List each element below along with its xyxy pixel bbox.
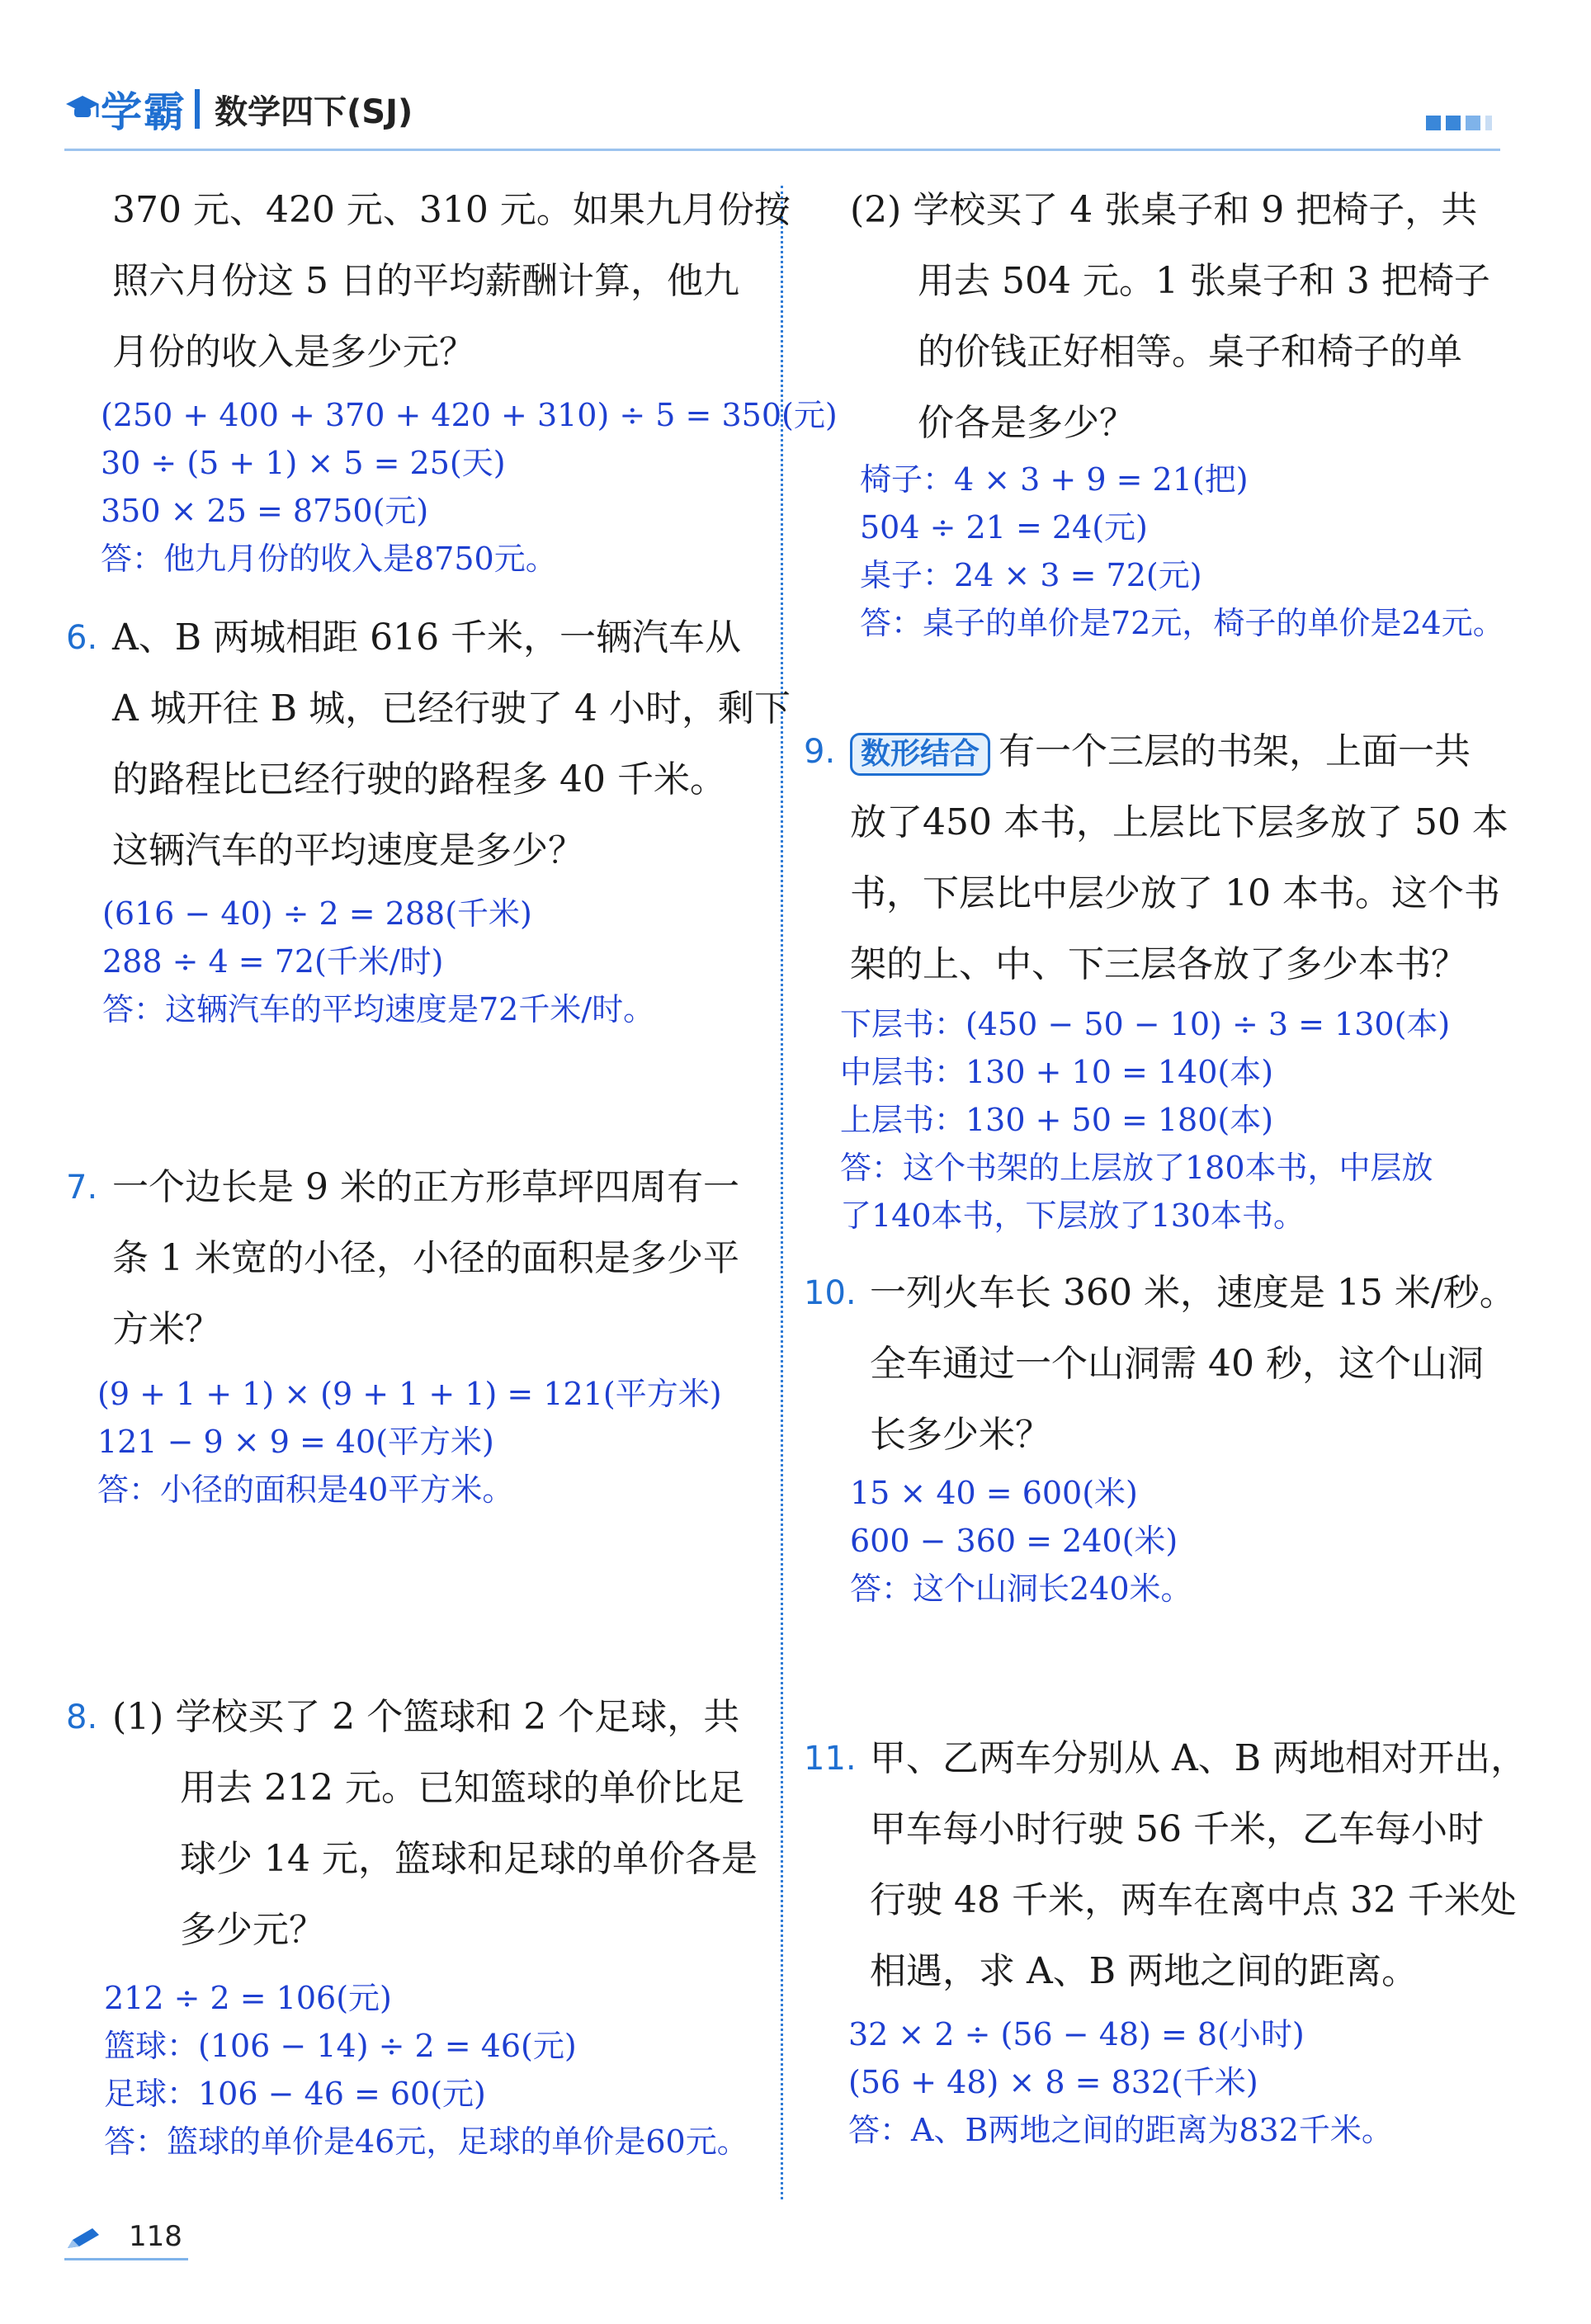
question-number: 11. <box>804 1740 857 1778</box>
answer-11 <box>848 2010 1393 2154</box>
answer-line: 288 ÷ 4 = 72(千米/时) <box>102 943 444 980</box>
answer-line: 答：小径的面积是40平方米。 <box>97 1471 514 1508</box>
answer-5 <box>101 391 838 583</box>
question-number: 10. <box>804 1274 857 1312</box>
answer-line: 篮球：(106 − 14) ÷ 2 = 46(元) <box>104 2028 577 2064</box>
question-line: 方米？ <box>112 1308 221 1350</box>
answer-line: 答：篮球的单价是46元，足球的单价是60元。 <box>104 2123 748 2160</box>
question-line: 架的上、中、下三层各放了多少本书？ <box>850 943 1467 985</box>
question-line: 多少元？ <box>180 1909 325 1951</box>
question-line: 的价钱正好相等。桌子和椅子的单 <box>918 331 1462 373</box>
answer-line: 答：A、B两地之间的距离为832千米。 <box>848 2112 1393 2148</box>
footer-rule <box>64 2258 188 2260</box>
answer-line: 足球：106 − 46 = 60(元) <box>104 2076 486 2112</box>
question-line: 价各是多少？ <box>918 402 1135 444</box>
question-line: 球少 14 元，篮球和足球的单价各是 <box>180 1838 758 1880</box>
page-number: 118 <box>129 2220 182 2253</box>
question-8 <box>66 1682 758 1966</box>
question-line: 这辆汽车的平均速度是多少？ <box>112 829 584 872</box>
question-line: 行驶 48 千米，两车在离中点 32 千米处 <box>870 1879 1517 1921</box>
book-title: 数学四下(SJ) <box>215 92 413 131</box>
answer-9 <box>840 1000 1450 1240</box>
logo-divider <box>195 89 200 129</box>
question-10 <box>804 1258 1516 1471</box>
question-line: (2) 学校买了 4 张桌子和 9 把椅子，共 <box>850 189 1478 231</box>
answer-line: 答：这辆汽车的平均速度是72千米/时。 <box>102 991 655 1027</box>
page-footer <box>64 2220 196 2261</box>
answer-line: 121 − 9 × 9 = 40(平方米) <box>97 1424 494 1460</box>
answer-line: (250 + 400 + 370 + 420 + 310) ÷ 5 = 350(元) <box>101 397 838 433</box>
question-line: 长多少米？ <box>870 1414 1051 1456</box>
answer-line: 下层书：(450 − 50 − 10) ÷ 3 = 130(本) <box>840 1006 1451 1042</box>
page-header <box>64 79 1500 154</box>
question-9 <box>804 716 1508 1000</box>
question-line: 甲、乙两车分别从 A、B 两地相对开出， <box>870 1737 1527 1779</box>
answer-line: 了140本书，下层放了130本书。 <box>840 1197 1305 1234</box>
answer-8-part-2 <box>860 456 1504 647</box>
pencil-icon <box>64 2227 104 2251</box>
question-number: 9. <box>804 733 836 771</box>
question-line: 月份的收入是多少元？ <box>112 331 475 373</box>
logo <box>64 79 413 139</box>
header-rule <box>64 149 1500 151</box>
question-line: (1) 学校买了 2 个篮球和 2 个足球，共 <box>112 1696 740 1738</box>
question-5-continued <box>112 175 791 388</box>
question-line: 用去 212 元。已知篮球的单价比足 <box>180 1767 744 1809</box>
question-line: 条 1 米宽的小径，小径的面积是多少平 <box>112 1237 739 1279</box>
question-number: 6. <box>66 619 98 657</box>
answer-line: 答：这个书架的上层放了180本书，中层放 <box>840 1150 1433 1186</box>
question-line: A 城开往 B 城，已经行驶了 4 小时，剩下 <box>112 687 791 730</box>
answer-line: 答：他九月份的收入是8750元。 <box>101 541 557 577</box>
question-7 <box>66 1152 739 1365</box>
question-number: 7. <box>66 1169 98 1207</box>
answer-line: (9 + 1 + 1) × (9 + 1 + 1) = 121(平方米) <box>97 1376 722 1412</box>
answer-line: 答：这个山洞长240米。 <box>850 1571 1192 1607</box>
question-line: 全车通过一个山洞需 40 秒，这个山洞 <box>870 1343 1484 1385</box>
question-line: 放了450 本书，上层比下层多放了 50 本 <box>850 801 1508 843</box>
question-line: A、B 两城相距 616 千米，一辆汽车从 <box>112 616 742 659</box>
question-line: 书，下层比中层少放了 10 本书。这个书 <box>850 872 1500 914</box>
question-line: 一个边长是 9 米的正方形草坪四周有一 <box>112 1166 739 1208</box>
answer-line: 30 ÷ (5 + 1) × 5 = 25(天) <box>101 445 506 481</box>
answer-line: 上层书：130 + 50 = 180(本) <box>840 1102 1274 1138</box>
answer-line: 504 ÷ 21 = 24(元) <box>860 509 1148 546</box>
question-line: 照六月份这 5 日的平均薪酬计算，他九 <box>112 260 739 302</box>
question-6 <box>66 602 791 886</box>
answer-6 <box>102 890 654 1033</box>
question-number: 8. <box>66 1698 98 1736</box>
answer-line: (56 + 48) × 8 = 832(千米) <box>848 2064 1258 2100</box>
answer-line: (616 − 40) ÷ 2 = 288(千米) <box>102 895 532 932</box>
answer-line: 答：桌子的单价是72元，椅子的单价是24元。 <box>860 605 1504 641</box>
answer-line: 15 × 40 = 600(米) <box>850 1475 1138 1511</box>
answer-line: 中层书：130 + 10 = 140(本) <box>840 1054 1274 1090</box>
answer-line: 32 × 2 ÷ (56 − 48) = 8(小时) <box>848 2016 1305 2052</box>
question-line: 一列火车长 360 米，速度是 15 米/秒。 <box>870 1272 1516 1314</box>
question-line: 的路程比已经行驶的路程多 40 千米。 <box>112 758 726 801</box>
answer-8 <box>104 1974 748 2166</box>
question-line: 370 元、420 元、310 元。如果九月份按 <box>112 189 791 231</box>
question-8-part-2 <box>850 175 1490 459</box>
answer-10 <box>850 1469 1192 1613</box>
topic-tag: 数形结合 <box>850 733 990 776</box>
answer-line: 椅子：4 × 3 + 9 = 21(把) <box>860 461 1249 498</box>
question-line: 用去 504 元。1 张桌子和 3 把椅子 <box>918 260 1490 302</box>
answer-7 <box>97 1370 722 1514</box>
header-decoration <box>1426 116 1492 130</box>
question-11 <box>804 1723 1527 2007</box>
answer-line: 350 × 25 = 8750(元) <box>101 493 429 529</box>
answer-line: 600 − 360 = 240(米) <box>850 1523 1178 1559</box>
question-line: 甲车每小时行驶 56 千米，乙车每小时 <box>870 1808 1484 1850</box>
question-line: 相遇，求 A、B 两地之间的距离。 <box>870 1950 1419 1992</box>
question-line: 有一个三层的书架，上面一共 <box>999 730 1471 772</box>
answer-line: 桌子：24 × 3 = 72(元) <box>860 557 1202 593</box>
logo-text: 学霸 <box>101 88 186 136</box>
graduation-cap-icon <box>64 92 101 125</box>
answer-line: 212 ÷ 2 = 106(元) <box>104 1980 392 2016</box>
